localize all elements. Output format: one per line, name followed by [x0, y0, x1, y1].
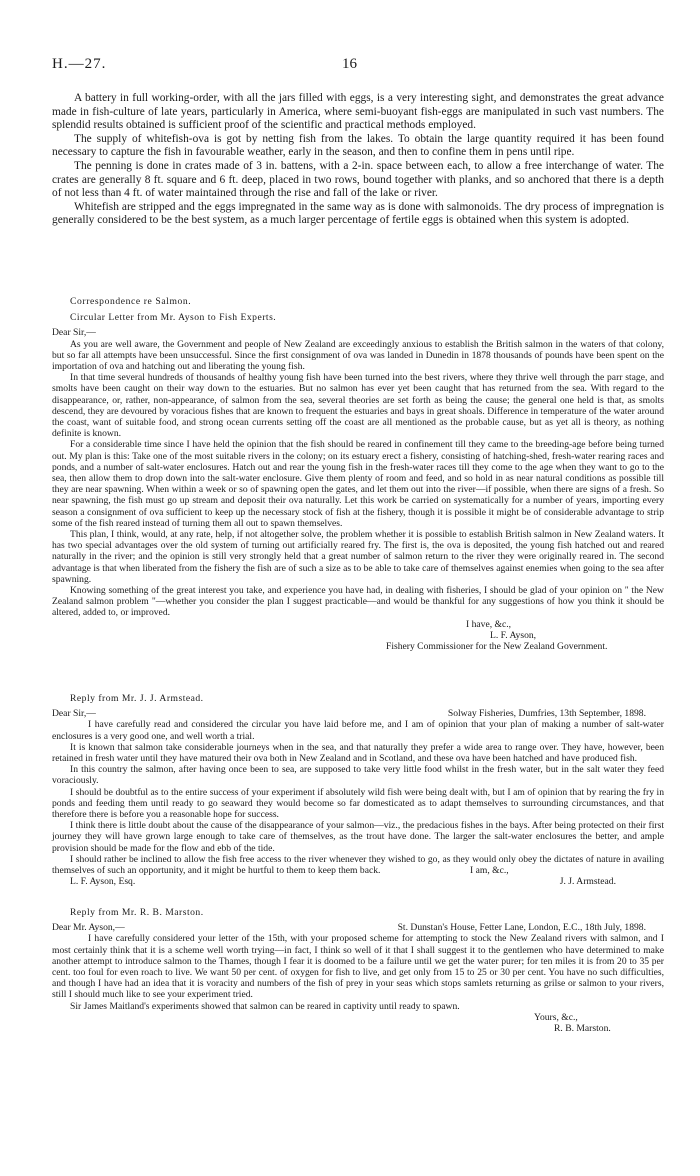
intro-paragraph: The supply of whitefish-ova is got by netting fish from the lakes. To obtain the large quantity required it has been found necessary to capture the fish in favourable weather, early in the season, and then to confine them in pens until ripe.: [52, 132, 664, 159]
intro-paragraph: Whitefish are stripped and the eggs impregnated in the same way as is done with salmonoids. The dry process of impregnation is generally considered to be the best system, as a much larger percentage of fertile eggs is obtained when this system is adopted.: [52, 200, 664, 227]
letter2-closing: I am, &c.,: [470, 865, 509, 877]
letter3-paragraph: I have carefully considered your letter of the 15th, with your proposed scheme for attempting to stock the New Zealand rivers with salmon, and I most certainly think that it is a scheme well worth trying—in fact, I think so well of it that I shall suggest it to the gentlemen who have determined to make another attempt to introduce salmon to the Thames, though I fear it is doomed to be a failure until we get the water purer; for ten miles it is from 20 to 35 per cent. too foul for even roach to live. We want 50 per cent. of oxygen for fish to live, and get only from 15 to 25 or 30 per cent. You have no such difficulties, and though I have had an idea that it is voracity and numbers of the fish of prey in your seas which stops samlets returning as grilse or salmon to your rivers, still I should much like to see your experiment tried.: [52, 933, 664, 1001]
letter2-signer: J. J. Armstead.: [559, 876, 616, 888]
letter2-addressee: L. F. Ayson, Esq.: [70, 876, 136, 888]
letter2-paragraph: I should rather be inclined to allow the fish free access to the river whenever they wished to go, as they would only obey the dictates of nature in availing themselves of such an opportunity, and it might be hurtful to them to keep them back.: [52, 853, 664, 877]
letter3-section: [52, 907, 664, 1034]
letter3-heading: Reply from Mr. R. B. Marston.: [70, 907, 204, 918]
page-header: [52, 56, 664, 76]
letter3-salutation-row: [52, 922, 664, 933]
intro-paragraph: The penning is done in crates made of 3 in. battens, with a 2-in. space between each, to allow a free interchange of water. The crates are generally 8 ft. square and 6 ft. deep, placed in two rows, bound together with planks, and so anchored that there is a depth of not less than 4 ft. of water maintained through the rise and fall of the lake or river.: [52, 159, 664, 200]
letter2-address: Solway Fisheries, Dumfries, 13th September, 1898.: [447, 708, 646, 720]
letter1-paragraph: This plan, I think, would, at any rate, help, if not altogether solve, the problem whether it is possible to establish British salmon in New Zealand waters. It has two special advantages over the old system of turning out artificially reared fry. The first is, the ova is deposited, the young fish hatched out and reared naturally in the river; and the opinion is still very strongly held that a great number of salmon return to the river they were originally reared in. The second advantage is that when liberated from the fishery the fish are of such a size as to be able to take care of themselves against enemies when going to the sea after spawning.: [52, 529, 664, 585]
intro-section: [52, 92, 664, 228]
letter3-salutation: Dear Mr. Ayson,—: [52, 922, 125, 934]
letter1-paragraph: As you are well aware, the Government and people of New Zealand are exceedingly anxious to establish the British salmon in the waters of that colony, but so far all attempts have been unsuccessful. Since the first consignment of ova was landed in Dunedin in 1878 thousands of pounds have been spent on the importation of ova and hatching out and liberating the young fish.: [52, 338, 664, 373]
section-subtitle: Circular Letter from Mr. Ayson to Fish Experts.: [70, 312, 277, 324]
letter3-address: St. Dunstan's House, Fetter Lane, London, E.C., 18th July, 1898.: [397, 922, 646, 934]
letter3-signer: R. B. Marston.: [554, 1023, 611, 1035]
letter2-salutation: Dear Sir,—: [52, 708, 96, 720]
letter1-signer: L. F. Ayson,: [490, 629, 537, 641]
letter1-paragraph: Knowing something of the great interest you take, and experience you have had, in dealing with fisheries, I should be glad of your opinion on " the New Zealand salmon problem "—whether you consider the plan I suggest practicable—and would be thankful for any suggestions of how you think it should be altered, added to, or improved.: [52, 585, 664, 619]
letter2-paragraph: In this country the salmon, after having once been to sea, are supposed to take very little food whilst in the fresh water, but in the salt water they feed voraciously.: [52, 764, 664, 787]
letter2-signature-row: [52, 876, 664, 887]
letter2-paragraph: It is known that salmon take considerable journeys when in the sea, and that naturally they prefer a wide area to range over. They have, however, been retained in fresh water until they have matured their ova both in New Zealand and in Scotland, and these ova have been hatched and have produced fish.: [52, 741, 664, 765]
letter1-signer-title: Fishery Commissioner for the New Zealand Government.: [386, 641, 608, 653]
letter1-paragraph: In that time several hundreds of thousands of healthy young fish have been turned into the best rivers, where they thrive well through the parr stage, and smolts have been caught on their way down to the estuaries. But no salmon has ever yet been caught that has returned from the sea. With regard to the disappearance, or, rather, non-appearance, of salmon from the sea, several theories are set forth as being the cause; the general one held is that, as smolts descend, they are devoured by voracious fishes that are known to frequent the estuaries and bays in great shoals. Difference in temperature of the water around the coast, want of suitable food, and strong ocean currents setting off the coast are all mentioned as the probable cause, but as yet all is theory, as nothing definite is known.: [52, 372, 664, 440]
letter3-closing: Yours, &c.,: [534, 1011, 578, 1023]
intro-paragraph: A battery in full working-order, with all the jars filled with eggs, is a very interesting sight, and demonstrates the great advance made in fish-culture of late years, particularly in America, where semi-buoyant fish-eggs are manipulated in such vast numbers. The splendid results obtained is sufficient proof of the scientific and practical methods employed.: [52, 92, 664, 132]
letter2-section: [52, 693, 664, 887]
letter1-salutation: Dear Sir,—: [52, 327, 96, 339]
letter2-paragraph: I should be doubtful as to the entire success of your experiment if absolutely wild fish were being dealt with, but I am of opinion that by rearing the fry in ponds and feeding them until ready to go seaward they would become so far domesticated as to adapt themselves to surrounding circumstances, and that therefore there is before you a reasonable hope for success.: [52, 786, 664, 821]
letter3-paragraph: Sir James Maitland's experiments showed that salmon can be reared in captivity until ready to spawn.: [70, 1000, 460, 1012]
document-reference: H.—27.: [52, 56, 107, 72]
letter1-closing: I have, &c.,: [466, 618, 512, 630]
letter1-paragraph: For a considerable time since I have held the opinion that the fish should be reared in confinement till they came to the breeding-age before being turned out. My plan is this: Take one of the most suitable rivers in the colony; on its estuary erect a fishery, consisting of hatching-shed, fresh-water rearing races and ponds, and a number of salt-water enclosures. Hatch out and rear the young fish in the fresh-water races till they come to the age when they want to go to the sea, then allow them to drop down into the salt-water enclosure. Give them plenty of room and feed, and so hold in as near natural conditions as possible till they are near spawning. When within a week or so of spawning open the gates, and let them out into the river—if possible, when there are signs of a fresh. So near spawning, the fish must go up stream and deposit their ova naturally. Let this work be carried on systematically for a number of years, importing every season a consignment of ova sufficient to keep up the necessary stock of fish at the fishery, though it is possible it might be of considerable advantage to strip some of the fish reared instead of turning them all out to spawn themselves.: [52, 439, 664, 529]
page-number: 16: [342, 56, 357, 72]
letter2-paragraph: I have carefully read and considered the circular you have laid before me, and I am of opinion that your plan of making a number of salt-water enclosures is a very good one, and well worth a trial.: [52, 719, 664, 742]
letter2-salutation-row: [52, 708, 664, 719]
letter2-heading: Reply from Mr. J. J. Armstead.: [70, 693, 204, 704]
section-title: Correspondence re Salmon.: [70, 296, 192, 307]
correspondence-section: [52, 296, 664, 652]
letter2-paragraph: I think there is little doubt about the cause of the disappearance of your salmon—viz., the predacious fishes in the bays. After being protected on their first journey they will have grown large enough to take care of themselves, as the trout have done. The larger the salt-water enclosures the better, and ample provision should be made for the flow and ebb of the tide.: [52, 820, 664, 854]
